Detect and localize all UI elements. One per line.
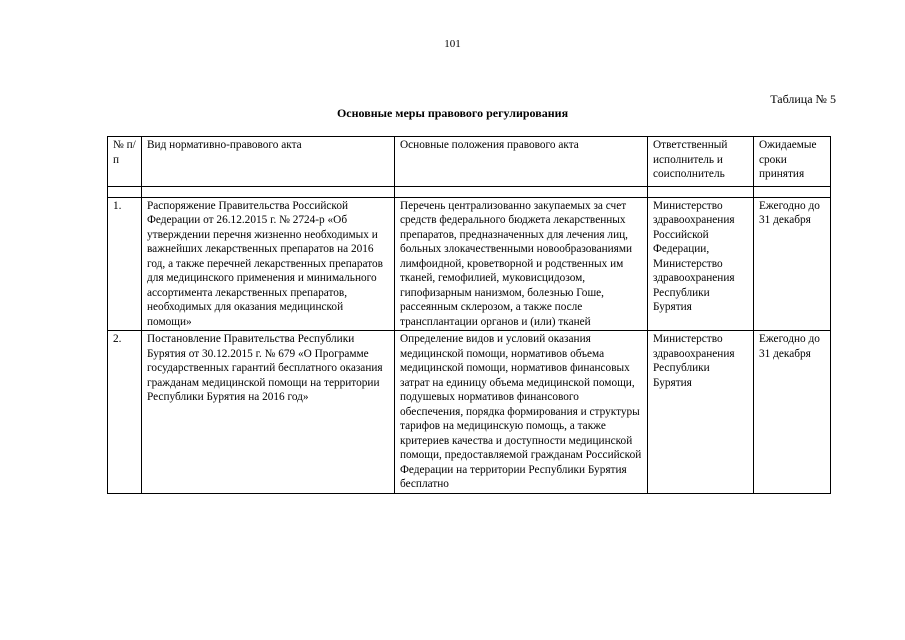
header-term: Ожидаемые сроки принятия bbox=[754, 137, 831, 187]
cell-responsible: Министерство здравоохранения Республики Бурятия bbox=[648, 331, 754, 494]
cell-number: 2. bbox=[108, 331, 142, 494]
cell-responsible: Министерство здравоохранения Российской Федерации, Министерство здравоохранения Республики Бурятия bbox=[648, 197, 754, 331]
table-row bbox=[108, 331, 831, 494]
cell-term: Ежегодно до 31 декабря bbox=[754, 331, 831, 494]
cell-term: Ежегодно до 31 декабря bbox=[754, 197, 831, 331]
header-act-type: Вид нормативно-правового акта bbox=[142, 137, 395, 187]
cell-act: Постановление Правительства Республики Бурятия от 30.12.2015 г. № 679 «О Программе государственных гарантий бесплатного оказания гражданам медицинской помощи на территории Республики Бурятия на 2016 год» bbox=[142, 331, 395, 494]
cell-act: Распоряжение Правительства Российской Федерации от 26.12.2015 г. № 2724-р «Об утверждении перечня жизненно необходимых и важнейших лекарственных препаратов на 2016 год, а также перечней лекарственных препаратов для медицинского применения и минимального ассортимента лекарственных препаратов, необходимых для оказания медицинской помощи» bbox=[142, 197, 395, 331]
header-provisions: Основные положения правового акта bbox=[395, 137, 648, 187]
table-header-row bbox=[108, 137, 831, 187]
table-label: Таблица № 5 bbox=[770, 92, 836, 106]
cell-provisions: Определение видов и условий оказания медицинской помощи, нормативов объема медицинской помощи, нормативов финансовых затрат на единицу объема медицинской помощи, подушевых нормативов финансового обеспечения, порядка формирования и структуры тарифов на медицинскую помощь, а также критериев качества и доступности медицинской помощи, предоставляемой гражданам Российской Федерации на территории Республики Бурятия бесплатно bbox=[395, 331, 648, 494]
spacer-row bbox=[108, 186, 831, 197]
page-number: 101 bbox=[444, 38, 461, 50]
table-row bbox=[108, 197, 831, 331]
document-title: Основные меры правового регулирования bbox=[336, 106, 569, 120]
cell-provisions: Перечень централизованно закупаемых за счет средств федерального бюджета лекарственных препаратов, предназначенных для лечения лиц, больных злокачественными новообразованиями лимфоидной, кроветворной и родственных им тканей, гемофилией, муковисцидозом, гипофизарным нанизмом, болезнью Гоше, рассеянным склерозом, а также после трансплантации органов и (или) тканей bbox=[395, 197, 648, 331]
cell-number: 1. bbox=[108, 197, 142, 331]
header-responsible: Ответственный исполнитель и соисполнитель bbox=[648, 137, 754, 187]
regulation-table bbox=[107, 136, 831, 494]
header-number: № п/п bbox=[108, 137, 142, 187]
